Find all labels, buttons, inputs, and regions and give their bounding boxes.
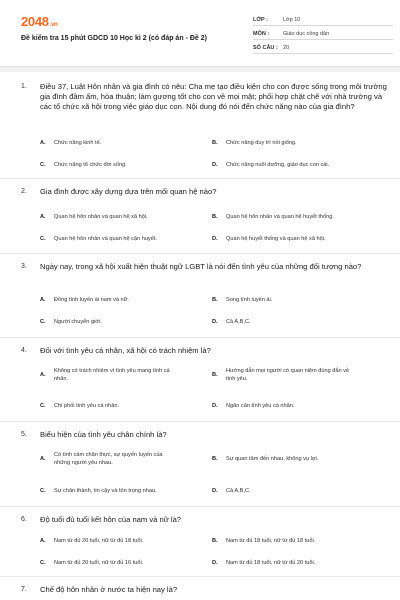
question-text: Ngày nay, trong xã hội xuất hiện thuật ngữ LGBT là nói đến tình yêu của những đối tượng nào? [40,262,362,271]
question-text: Đối với tình yêu cá nhân, xã hội có trách nhiệm là? [40,346,211,355]
question-text: Chế độ hôn nhân ở nước ta hiện nay là? [40,585,178,594]
meta-row-class: LỚP : Lớp 10 [253,13,393,26]
question-number: 7. [21,586,27,593]
site-logo[interactable]: 2048.vn [21,14,58,29]
meta-row-count: SỐ CÂU : 20 [253,41,393,54]
question-text: Biểu hiện của tình yêu chân chính là? [40,430,167,439]
question-number: 5. [21,431,27,438]
meta-row-subject: MÔN : Giáo dục công dân [253,27,393,40]
document-title: Đề kiểm tra 15 phút GDCD 10 Học kì 2 (có đáp án - Đề 2) [21,35,207,42]
page-header [0,0,400,62]
question-number: 1. [21,83,27,90]
question-divider [0,178,400,179]
question-divider [0,576,400,577]
question-text: Gia đình được xây dựng dựa trên mối quan hệ nào? [40,187,217,196]
question-number: 2. [21,188,27,195]
question-text: Độ tuổi đủ tuổi kết hôn của nam và nữ là? [40,515,182,524]
question-divider [0,253,400,254]
question-text: Điều 37, Luật Hôn nhân và gia đình có nêu: Cha mẹ tạo điều kiện cho con được sống trong môi trường gia đình đầm ấm, hòa thuận; làm gương tốt cho con về mọi mặt; phối hợp chặt chẽ với nhà trường và các tổ chức xã hội trong việc giáo dục con. Nội dung đó nói đến chức năng nào của gia đình? [40,82,387,111]
question-number: 3. [21,263,27,270]
question-number: 4. [21,347,27,354]
question-divider [0,506,400,507]
header-divider [0,66,400,72]
question-number: 6. [21,516,27,523]
question-divider [0,337,400,338]
question-divider [0,421,400,422]
